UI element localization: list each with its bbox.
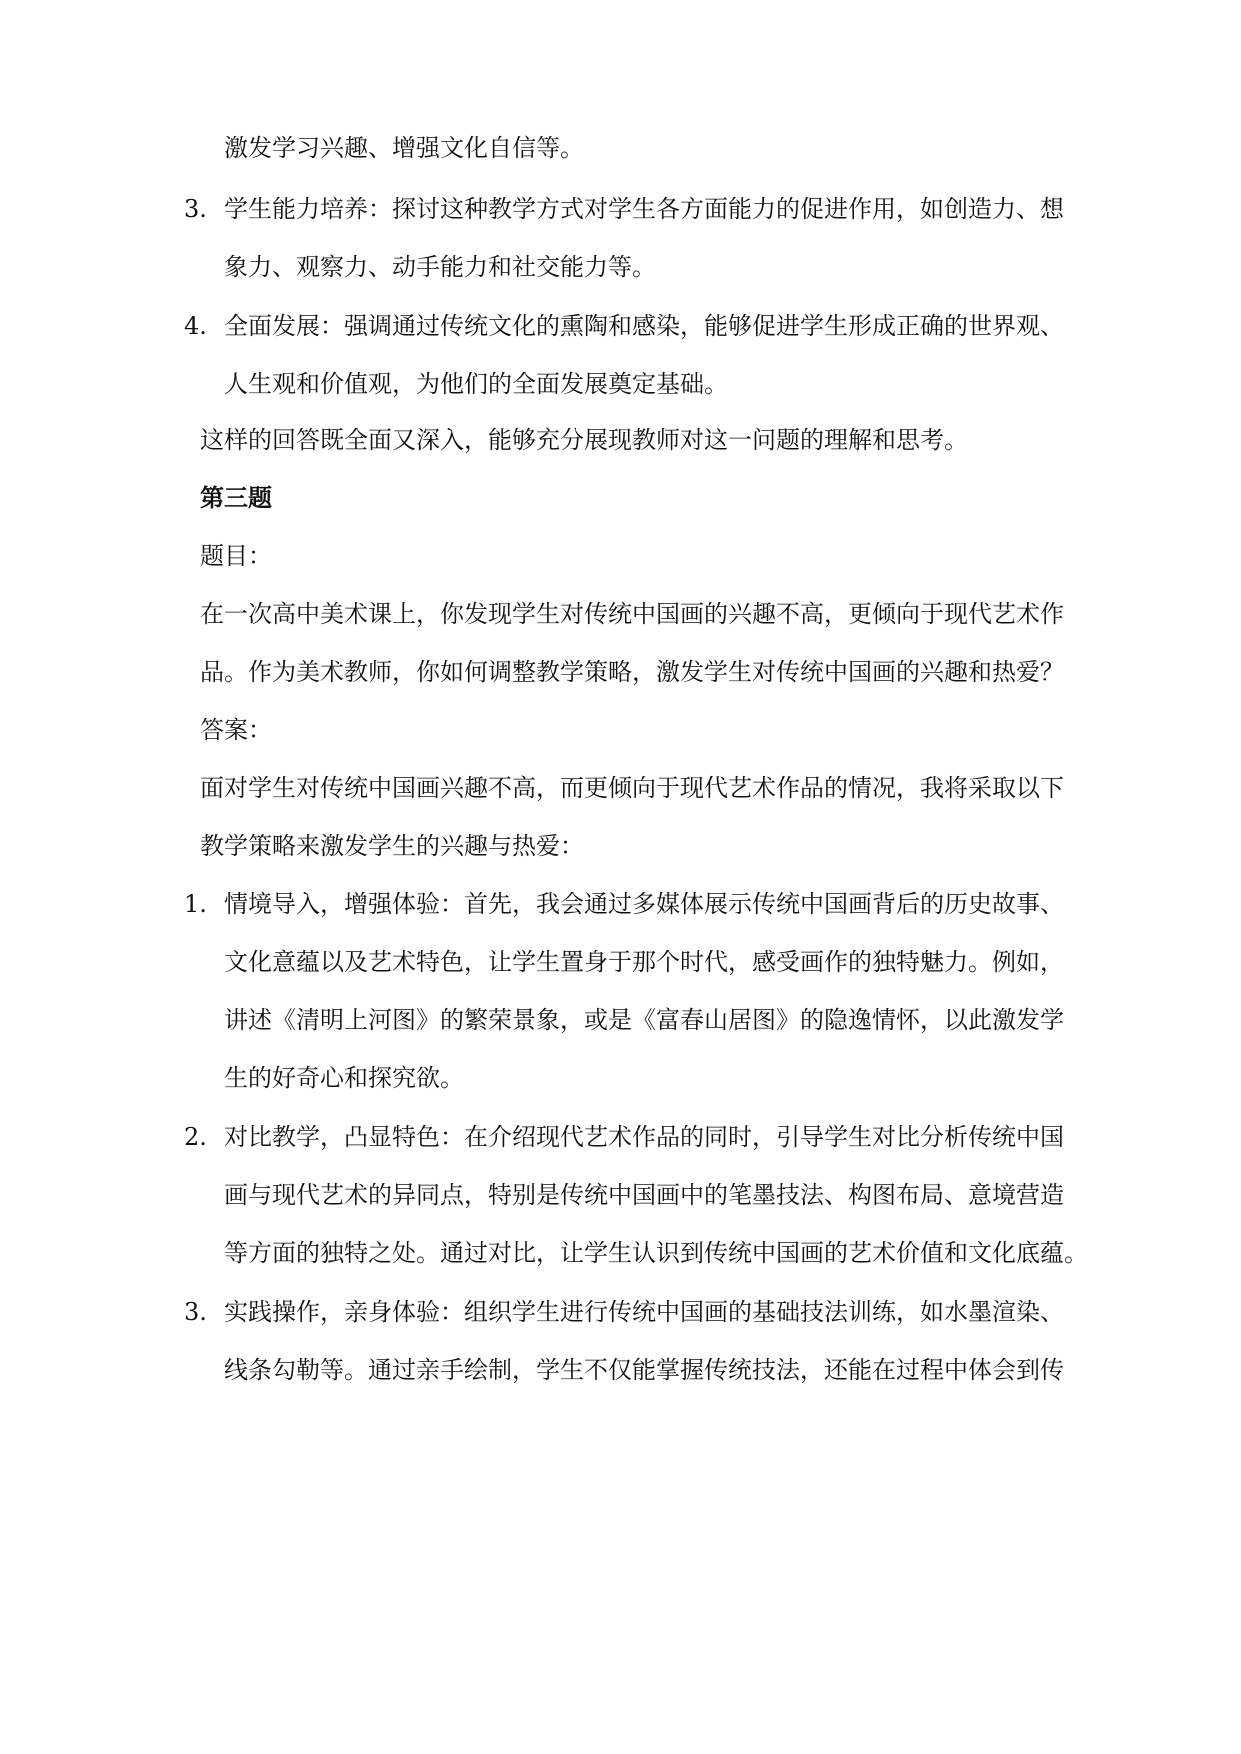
answer-item-3-line: 实践操作，亲身体验：组织学生进行传统中国画的基础技法训练，如水墨渲染、	[224, 1298, 1064, 1326]
list-number: 3.	[184, 195, 207, 223]
answer-intro-line: 面对学生对传统中国画兴趣不高，而更倾向于现代艺术作品的情况，我将采取以下	[200, 774, 1064, 802]
answer-item-1-line: 讲述《清明上河图》的繁荣景象，或是《富春山居图》的隐逸情怀，以此激发学	[224, 1006, 1064, 1034]
list-number: 3.	[184, 1298, 207, 1326]
summary-paragraph: 这样的回答既全面又深入，能够充分展现教师对这一问题的理解和思考。	[200, 426, 968, 454]
answer-item-2-line: 画与现代艺术的异同点，特别是传统中国画中的笔墨技法、构图布局、意境营造	[224, 1181, 1064, 1209]
question-line: 品。作为美术教师，你如何调整教学策略，激发学生对传统中国画的兴趣和热爱？	[200, 658, 1064, 686]
list-number: 1.	[184, 890, 207, 918]
list-item-2-continuation: 激发学习兴趣、增强文化自信等。	[224, 134, 584, 162]
list-number: 4.	[184, 312, 207, 340]
answer-intro-line: 教学策略来激发学生的兴趣与热爱：	[200, 832, 584, 860]
answer-item-1-line: 文化意蕴以及艺术特色，让学生置身于那个时代，感受画作的独特魅力。例如，	[224, 948, 1064, 976]
question-line: 在一次高中美术课上，你发现学生对传统中国画的兴趣不高，更倾向于现代艺术作	[200, 600, 1064, 628]
list-item-3-line: 学生能力培养：探讨这种教学方式对学生各方面能力的促进作用，如创造力、想	[224, 195, 1064, 223]
list-item-4-line: 全面发展：强调通过传统文化的熏陶和感染，能够促进学生形成正确的世界观、	[224, 312, 1064, 340]
list-item-4-line: 人生观和价值观，为他们的全面发展奠定基础。	[224, 370, 728, 398]
answer-item-2-line: 对比教学，凸显特色：在介绍现代艺术作品的同时，引导学生对比分析传统中国	[224, 1123, 1064, 1151]
answer-item-1-line: 生的好奇心和探究欲。	[224, 1064, 464, 1092]
answer-item-2-line: 等方面的独特之处。通过对比，让学生认识到传统中国画的艺术价值和文化底蕴。	[224, 1239, 1088, 1267]
answer-item-3-line: 线条勾勒等。通过亲手绘制，学生不仅能掌握传统技法，还能在过程中体会到传	[224, 1356, 1064, 1384]
answer-label: 答案：	[200, 716, 272, 744]
list-number: 2.	[184, 1123, 207, 1151]
list-item-3-line: 象力、观察力、动手能力和社交能力等。	[224, 253, 656, 281]
answer-item-1-line: 情境导入，增强体验：首先，我会通过多媒体展示传统中国画背后的历史故事、	[224, 890, 1064, 918]
section-title: 第三题	[200, 483, 272, 512]
question-label: 题目：	[200, 542, 272, 570]
